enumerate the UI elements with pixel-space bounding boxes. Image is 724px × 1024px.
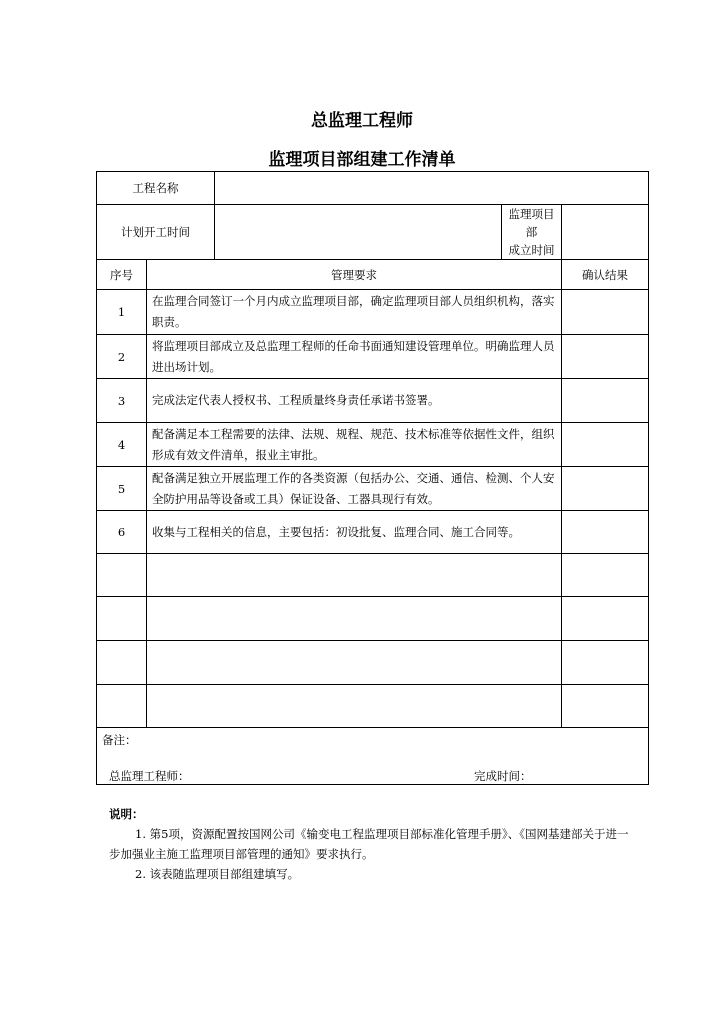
- row-result[interactable]: [562, 597, 649, 641]
- row-result[interactable]: [562, 379, 649, 423]
- row-number: [97, 554, 147, 597]
- project-name-label: 工程名称: [97, 172, 215, 205]
- header-no: 序号: [97, 260, 147, 290]
- row-requirement: 在监理合同签订一个月内成立监理项目部，确定监理项目部人员组织机构，落实职责。: [147, 290, 562, 335]
- explanation-title: 说明：: [109, 807, 144, 821]
- row-number: 2: [97, 335, 147, 379]
- row-number: [97, 597, 147, 641]
- plan-start-field[interactable]: [215, 205, 502, 260]
- table-row: [97, 290, 649, 335]
- row-requirement: 完成法定代表人授权书、工程质量终身责任承诺书签署。: [147, 379, 562, 423]
- plan-start-label: 计划开工时间: [97, 205, 215, 260]
- row-number: 5: [97, 467, 147, 511]
- checklist-table: [96, 171, 649, 785]
- table-row: [97, 641, 649, 685]
- row-result[interactable]: [562, 467, 649, 511]
- dept-setup-field[interactable]: [562, 205, 649, 260]
- row-requirement: [147, 685, 562, 728]
- dept-setup-label: 监理项目部 成立时间: [502, 205, 562, 260]
- row-result[interactable]: [562, 641, 649, 685]
- row-number: [97, 685, 147, 728]
- row-number: [97, 641, 147, 685]
- explanation-item: 1. 第5项，资源配置按国网公司《输变电工程监理项目部标准化管理手册》、《国网基建部关于进一步加强业主施工监理项目部管理的通知》要求执行。: [109, 827, 629, 861]
- row-requirement: 配备满足独立开展监理工作的各类资源（包括办公、交通、通信、检测、个人安全防护用品等设备或工具）保证设备、工器具现行有效。: [147, 467, 562, 511]
- row-number: 6: [97, 511, 147, 554]
- table-row: [97, 511, 649, 554]
- header-requirement: 管理要求: [147, 260, 562, 290]
- table-row: [97, 335, 649, 379]
- row-requirement: 配备满足本工程需要的法律、法规、规程、规范、技术标准等依据性文件，组织形成有效文件清单，报业主审批。: [147, 423, 562, 467]
- project-name-field[interactable]: [215, 172, 649, 205]
- row-result[interactable]: [562, 554, 649, 597]
- row-number: 3: [97, 379, 147, 423]
- completion-time-label: 完成时间：: [474, 769, 532, 783]
- table-row: [97, 467, 649, 511]
- row-requirement: [147, 597, 562, 641]
- row-requirement: 将监理项目部成立及总监理工程师的任命书面通知建设管理单位。明确监理人员进出场计划。: [147, 335, 562, 379]
- row-result[interactable]: [562, 511, 649, 554]
- remarks-field[interactable]: 备注：: [97, 728, 649, 785]
- row-number: 1: [97, 290, 147, 335]
- explanation-text: [109, 824, 629, 884]
- chief-engineer-label: 总监理工程师：: [109, 769, 190, 783]
- explanation-item: 2. 该表随监理项目部组建填写。: [135, 867, 300, 881]
- row-number: 4: [97, 423, 147, 467]
- row-requirement: 收集与工程相关的信息，主要包括：初设批复、监理合同、施工合同等。: [147, 511, 562, 554]
- header-result: 确认结果: [562, 260, 649, 290]
- document-title: 总监理工程师: [311, 111, 413, 131]
- table-row: [97, 685, 649, 728]
- document-subtitle: 监理项目部组建工作清单: [268, 150, 456, 170]
- row-result[interactable]: [562, 423, 649, 467]
- row-requirement: [147, 554, 562, 597]
- row-requirement: [147, 641, 562, 685]
- table-row: [97, 554, 649, 597]
- table-row: [97, 379, 649, 423]
- table-row: [97, 423, 649, 467]
- row-result[interactable]: [562, 290, 649, 335]
- row-result[interactable]: [562, 335, 649, 379]
- row-result[interactable]: [562, 685, 649, 728]
- table-row: [97, 597, 649, 641]
